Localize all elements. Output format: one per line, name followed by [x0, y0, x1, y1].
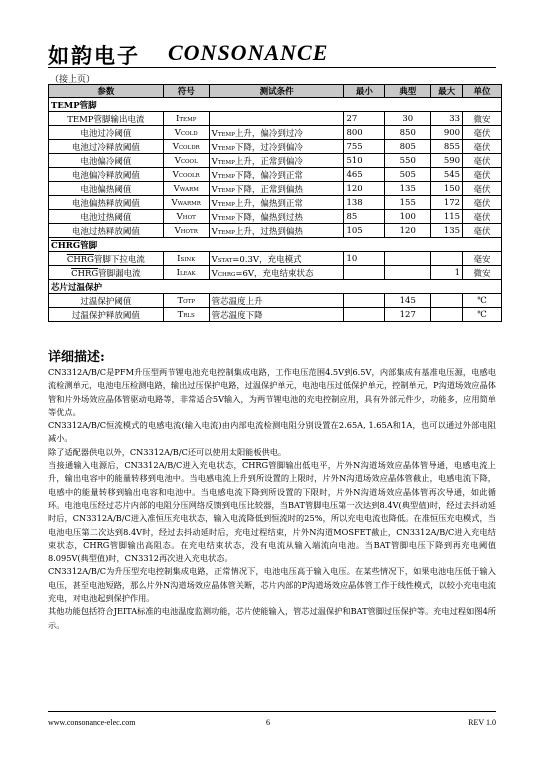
- condition-rest: 上升，正常到偏冷: [234, 156, 303, 167]
- chrg-signal-name: CHRG: [241, 460, 269, 471]
- max-cell: 590: [431, 154, 463, 168]
- min-cell: [344, 266, 385, 280]
- symbol-cell: [163, 126, 209, 140]
- typ-cell: 850: [385, 126, 431, 140]
- max-cell: [431, 294, 463, 308]
- param-text: 管脚漏电流: [98, 268, 141, 279]
- min-cell: 755: [344, 140, 385, 154]
- unit-cell: 毫伏: [463, 168, 502, 182]
- chrg-signal-name: CHRG: [71, 268, 99, 279]
- typ-cell: 550: [385, 154, 431, 168]
- typ-cell: [385, 266, 431, 280]
- typ-cell: [385, 252, 431, 266]
- max-cell: 900: [431, 126, 463, 140]
- max-cell: 172: [431, 196, 463, 210]
- param-text: 电池过热释放阈值: [71, 226, 140, 237]
- typ-cell: 505: [385, 168, 431, 182]
- condition-text: 管芯温度上升: [211, 296, 263, 307]
- condition-subscript: TEMP: [217, 215, 235, 222]
- symbol-letter: V: [176, 211, 183, 222]
- symbol-cell: [163, 112, 209, 126]
- table-row: [49, 126, 502, 140]
- condition-text: V: [211, 142, 218, 153]
- condition-subscript: STAT: [217, 257, 233, 264]
- symbol-subscript: HOTR: [180, 228, 198, 235]
- condition-rest: 下降，正常到偏热: [234, 184, 303, 195]
- param-text: 电池偏热释放阈值: [71, 198, 140, 209]
- param-cell: [49, 210, 164, 224]
- param-cell: [49, 168, 164, 182]
- symbol-letter: I: [176, 267, 181, 278]
- condition-cell: [209, 182, 344, 196]
- param-cell: [49, 224, 164, 238]
- table-row: [49, 210, 502, 224]
- symbol-subscript: WARM: [179, 186, 199, 193]
- unit-cell: ℃: [463, 294, 502, 308]
- typ-cell: 145: [385, 294, 431, 308]
- symbol-subscript: COOL: [180, 158, 198, 165]
- symbol-letter: V: [174, 155, 181, 166]
- max-cell: 545: [431, 168, 463, 182]
- symbol-subscript: COLDR: [178, 144, 200, 151]
- website-url: www.consonance-elec.com: [48, 718, 136, 727]
- symbol-letter: V: [172, 169, 179, 180]
- symbol-letter: T: [177, 295, 184, 306]
- brand-name-chinese: 如韵电子: [48, 43, 140, 68]
- condition-rest: 下降，偏热到过热: [234, 212, 303, 223]
- column-header: 最小: [344, 85, 385, 98]
- symbol-subscript: TEMP: [179, 116, 197, 123]
- param-cell: [49, 112, 164, 126]
- table-row: [49, 308, 502, 322]
- min-cell: 120: [344, 182, 385, 196]
- table-row: [49, 140, 502, 154]
- symbol-letter: T: [177, 309, 184, 320]
- param-text: 电池偏冷释放阈值: [71, 170, 140, 181]
- condition-text: V: [211, 184, 218, 195]
- column-header: 符号: [163, 85, 209, 98]
- symbol-letter: V: [171, 197, 178, 208]
- max-cell: [431, 252, 463, 266]
- param-cell: [49, 308, 164, 322]
- param-text: 电池过冷阈值: [80, 128, 132, 139]
- footer-divider: [48, 711, 496, 712]
- max-cell: 1: [431, 266, 463, 280]
- max-cell: 115: [431, 210, 463, 224]
- paragraph: 其他功能包括符合JEITA标准的电池温度监测功能，芯片使能输入，管芯过温保护和BAT管脚过压保护等。充电过程如图4所示。: [48, 606, 496, 630]
- symbol-subscript: SINK: [180, 256, 196, 263]
- param-text: 电池偏冷阈值: [80, 156, 132, 167]
- symbol-subscript: COLD: [180, 130, 198, 137]
- typ-cell: 127: [385, 308, 431, 322]
- symbol-letter: V: [174, 127, 181, 138]
- condition-text: V: [211, 156, 218, 167]
- symbol-cell: [163, 294, 209, 308]
- param-text: 过温保护阈值: [80, 296, 132, 307]
- electrical-characteristics-table: [48, 84, 502, 322]
- condition-rest: 上升，偏热到正常: [234, 198, 303, 209]
- condition-cell: [209, 224, 344, 238]
- section-text: TEMP管脚: [51, 100, 97, 111]
- symbol-subscript: RLS: [183, 312, 195, 319]
- condition-subscript: TEMP: [217, 173, 235, 180]
- min-cell: 105: [344, 224, 385, 238]
- typ-cell: 30: [385, 112, 431, 126]
- param-cell: [49, 266, 164, 280]
- condition-subscript: TEMP: [217, 159, 235, 166]
- condition-cell: [209, 112, 344, 126]
- condition-subscript: TEMP: [217, 229, 235, 236]
- table-section-row: [49, 98, 502, 112]
- max-cell: 33: [431, 112, 463, 126]
- condition-text: V: [211, 254, 218, 265]
- unit-cell: 毫伏: [463, 182, 502, 196]
- min-cell: 85: [344, 210, 385, 224]
- condition-cell: [209, 294, 344, 308]
- symbol-subscript: HOT: [182, 214, 196, 221]
- condition-text: V: [211, 268, 218, 279]
- symbol-letter: I: [176, 113, 180, 124]
- section-text: 芯片过温保护: [51, 282, 103, 293]
- max-cell: 150: [431, 182, 463, 196]
- condition-text: V: [211, 128, 218, 139]
- condition-rest: =6V，充电结束状态: [235, 268, 314, 279]
- paragraph: CN3312A/B/C恒流模式的电感电流(输入电流)由内部电流检测电阻分别设置在2.65A, 1.65A和1A，也可以通过外部电阻减小。: [48, 420, 496, 444]
- param-cell: [49, 252, 164, 266]
- table-row: [49, 294, 502, 308]
- symbol-cell: [163, 224, 209, 238]
- param-text: 管脚下拉电流: [93, 254, 145, 265]
- param-cell: [49, 126, 164, 140]
- section-text: 管脚: [80, 240, 98, 251]
- symbol-cell: [163, 168, 209, 182]
- condition-text: 管芯温度下降: [211, 310, 263, 321]
- condition-subscript: TEMP: [217, 131, 235, 138]
- symbol-cell: [163, 140, 209, 154]
- symbol-cell: [163, 210, 209, 224]
- symbol-letter: V: [173, 183, 180, 194]
- symbol-subscript: WARMR: [177, 200, 201, 207]
- condition-subscript: TEMP: [217, 145, 235, 152]
- condition-cell: [209, 126, 344, 140]
- min-cell: 138: [344, 196, 385, 210]
- continued-note: （接上页）: [50, 75, 96, 85]
- typ-cell: 135: [385, 182, 431, 196]
- paragraph: [48, 459, 496, 565]
- condition-rest: 下降，过冷到偏冷: [234, 142, 303, 153]
- table-section-row: [49, 280, 502, 294]
- section-label: [49, 280, 502, 294]
- symbol-cell: [163, 252, 209, 266]
- symbol-cell: [163, 196, 209, 210]
- table-header-row: [49, 85, 502, 98]
- param-text: 过温保护释放阈值: [71, 310, 140, 321]
- param-text: 电池偏热阈值: [80, 184, 132, 195]
- condition-cell: [209, 210, 344, 224]
- condition-subscript: TEMP: [217, 201, 235, 208]
- param-cell: [49, 294, 164, 308]
- condition-cell: [209, 196, 344, 210]
- condition-cell: [209, 308, 344, 322]
- chrg-signal-name: CHRG: [66, 254, 94, 265]
- condition-cell: [209, 154, 344, 168]
- paragraph-text: 管脚输出高阻态。在充电结束状态，没有电流从输入端流向电池。当BAT管脚电压下降到再充电阈值8.095V(典型值)时，CN3312再次进入充电状态。: [48, 539, 496, 564]
- column-header: 最大: [431, 85, 463, 98]
- unit-cell: 毫伏: [463, 140, 502, 154]
- condition-cell: [209, 168, 344, 182]
- condition-cell: [209, 140, 344, 154]
- param-text: 电池过热阈值: [80, 212, 132, 223]
- table-row: [49, 252, 502, 266]
- symbol-cell: [163, 182, 209, 196]
- min-cell: 10: [344, 252, 385, 266]
- unit-cell: 微安: [463, 266, 502, 280]
- condition-cell: [209, 266, 344, 280]
- symbol-cell: [163, 266, 209, 280]
- paragraph: 除了适配器供电以外，CN3312A/B/C还可以使用太阳能板供电。: [48, 446, 287, 457]
- revision: REV 1.0: [468, 718, 496, 727]
- unit-cell: 毫伏: [463, 224, 502, 238]
- condition-text: V: [211, 226, 218, 237]
- symbol-subscript: COOLR: [178, 172, 200, 179]
- column-header: 典型: [385, 85, 431, 98]
- param-cell: [49, 182, 164, 196]
- max-cell: 855: [431, 140, 463, 154]
- unit-cell: 微安: [463, 112, 502, 126]
- table-row: [49, 112, 502, 126]
- table-row: [49, 168, 502, 182]
- condition-rest: 上升，偏冷到过冷: [234, 128, 303, 139]
- symbol-letter: V: [174, 225, 181, 236]
- min-cell: 27: [344, 112, 385, 126]
- condition-rest: 上升，过热到偏热: [234, 226, 303, 237]
- chrg-signal-name: CHRG: [51, 240, 81, 251]
- min-cell: 510: [344, 154, 385, 168]
- typ-cell: 805: [385, 140, 431, 154]
- symbol-letter: V: [172, 141, 179, 152]
- typ-cell: 100: [385, 210, 431, 224]
- table-row: [49, 266, 502, 280]
- detailed-description: [48, 366, 496, 632]
- page-number: 6: [266, 718, 270, 727]
- column-header: 单位: [463, 85, 502, 98]
- max-cell: 135: [431, 224, 463, 238]
- page-header: [48, 40, 496, 68]
- param-text: TEMP管脚输出电流: [67, 114, 145, 125]
- section-label: [49, 98, 502, 112]
- symbol-cell: [163, 154, 209, 168]
- condition-cell: [209, 252, 344, 266]
- condition-rest: =0.3V，充电模式: [232, 254, 302, 265]
- condition-text: V: [211, 212, 218, 223]
- param-cell: [49, 154, 164, 168]
- table-row: [49, 182, 502, 196]
- section-title: 详细描述:: [48, 350, 105, 365]
- symbol-subscript: OTP: [183, 298, 195, 305]
- table-section-row: [49, 238, 502, 252]
- symbol-letter: I: [177, 253, 181, 264]
- table-row: [49, 196, 502, 210]
- header-divider: [48, 67, 496, 68]
- min-cell: [344, 294, 385, 308]
- unit-cell: ℃: [463, 308, 502, 322]
- min-cell: 465: [344, 168, 385, 182]
- symbol-subscript: LEAK: [180, 270, 196, 277]
- condition-text: V: [211, 198, 218, 209]
- min-cell: [344, 308, 385, 322]
- chrg-signal-name: CHRG: [83, 539, 110, 550]
- table-row: [49, 154, 502, 168]
- paragraph-text: 当接通输入电源后，CN3312A/B/C进入充电状态，: [48, 460, 242, 471]
- unit-cell: 毫安: [463, 252, 502, 266]
- condition-subscript: CHRG: [217, 271, 236, 278]
- param-cell: [49, 140, 164, 154]
- brand-name-english: CONSONANCE: [168, 40, 329, 65]
- symbol-cell: [163, 308, 209, 322]
- max-cell: [431, 308, 463, 322]
- condition-subscript: TEMP: [217, 187, 235, 194]
- unit-cell: 毫伏: [463, 210, 502, 224]
- paragraph: CN3312A/B/C为升压型充电控制集成电路，正常情况下，电池电压高于输入电压。在某些情况下，如果电池电压低于输入电压，甚至电池短路，那么片外N沟道场效应晶体管关断，芯片内部的P沟道场效应晶体管工作于线性模式，以较小充电电流充电，对电池起到保护作用。: [48, 566, 496, 604]
- unit-cell: 毫伏: [463, 196, 502, 210]
- column-header: 测试条件: [209, 85, 344, 98]
- min-cell: 800: [344, 126, 385, 140]
- paragraph-text: 管脚输出低电平，片外N沟道场效应晶体管导通，电感电流上升，输出电容中的能量转移到电池中。当电感电流上升到所设置的上限时，片外N沟道场效应晶体管截止，电感电流下降，电感中的能量转移到输出电容和电池中。当电感电流下降到所设置的下限时，片外N沟道场效应晶体管再次导通，如此循环。电池电压经过芯片内部的电阻分压网络反馈到电压比较器，当BAT管脚电压第一次达到8.4V(典型值)时，经过去抖动延时后，CN3312A/B/C进入准恒压充电状态，输入电流降低到恒流时的25%，所以充电电流也降低。在准恒压充电模式，当电池电压第二次达到8.4V时，经过去抖动延时后，充电过程结束，片外N沟道MOSFET截止，CN3312A/B/C进入充电结束状态，: [48, 460, 496, 550]
- table-body: [49, 98, 502, 322]
- unit-cell: 毫伏: [463, 126, 502, 140]
- table-row: [49, 224, 502, 238]
- column-header: 参数: [49, 85, 164, 98]
- unit-cell: 毫伏: [463, 154, 502, 168]
- paragraph: CN3312A/B/C是PFM升压型两节锂电池充电控制集成电路，工作电压范围4.5V到6.5V，内部集成有基准电压源，电感电流检测单元，电池电压检测电路，输出过压保护电路，过温保护单元，电池电压过低保护单元，控制单元，P沟道场效应晶体管和片外场效应晶体管驱动电路等，非常适合5V输入，为两节锂电池的充电控制应用，具有外部元件少，功能多，应用简单等优点。: [48, 367, 496, 417]
- typ-cell: 155: [385, 196, 431, 210]
- condition-text: V: [211, 170, 218, 181]
- typ-cell: 120: [385, 224, 431, 238]
- condition-rest: 下降，偏冷到正常: [234, 170, 303, 181]
- param-cell: [49, 196, 164, 210]
- param-text: 电池过冷释放阈值: [71, 142, 140, 153]
- section-label: [49, 238, 502, 252]
